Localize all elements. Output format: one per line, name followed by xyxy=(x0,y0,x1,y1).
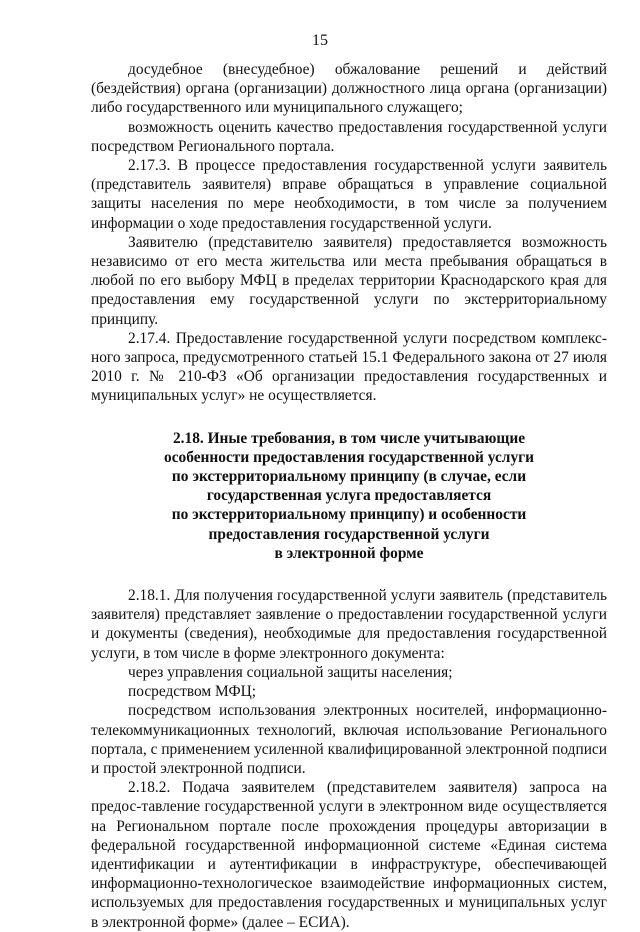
paragraph: Заявителю (представителю заявителя) предоставляется возможность независимо от его места жительства или места пребывания обращаться в любой по его выбору МФЦ в пределах территории Краснодарского края для предоставления ему государственной услуги по экстерриториальному принципу. xyxy=(91,233,607,328)
heading-line: в электронной форме xyxy=(274,544,424,562)
heading-line: особенности предоставления государственной услуги xyxy=(164,448,534,466)
paragraph: 2.17.3. В процессе предоставления государственной услуги заявитель (представитель заявителя) вправе обращаться в управление социальной защиты населения по мере необходимости, в том числе за получением информации о ходе предоставления государственной услуги. xyxy=(91,157,607,232)
heading-line: по экстерриториальному принципу (в случае, если xyxy=(171,468,527,486)
document-body xyxy=(91,60,607,932)
page-number: 15 xyxy=(312,32,328,49)
paragraph: 2.18.1. Для получения государственной услуги заявитель (представитель заявителя) представляет заявление о предоставлении государственной услуги и документы (сведения), необходимые для предоставления государственной услуги, в том числе в форме электронного документа: xyxy=(91,587,607,662)
paragraph: возможность оценить качество предоставления государственной услуги посредством Регионального портала. xyxy=(91,118,607,155)
paragraph: 2.17.4. Предоставление государственной услуги посредством комплекс-ного запроса, предусмотренного статьей 15.1 Федерального закона от 27 июля 2010 г. № 210-ФЗ «Об организации предоставления государственных и муниципальных услуг» не осуществляется. xyxy=(91,329,607,405)
heading-line: государственная услуга предоставляется xyxy=(206,487,492,505)
paragraph: 2.18.2. Подача заявителем (представителем заявителя) запроса на предос-тавление государственной услуги в электронном виде осуществляется на Региональном портале после прохождения процедуры авторизации в федеральной государственной информационной системе «Единая система идентификации и аутентификации в инфраструктуре, обеспечивающей информационно-технологическое взаимодействие информационных систем, используемых для предоставления государственных и муниципальных услуг в электронной форме» (далее – ЕСИА). xyxy=(91,779,607,931)
paragraph: досудебное (внесудебное) обжалование решений и действий (бездействия) органа (организации) должностного лица органа (организации) либо государственного или муниципального служащего; xyxy=(91,61,607,117)
heading-line: предоставления государственной услуги xyxy=(208,525,490,543)
heading-line: по экстерриториальному принципу) и особенности xyxy=(171,506,527,524)
section-heading xyxy=(91,429,607,563)
paragraph: через управления социальной защиты населения; xyxy=(128,663,453,681)
paragraph: посредством использования электронных носителей, информационно-телекоммуникационных технологий, включая использование Регионального портала, с применением усиленной квалифицированной электронной подписи и простой электронной подписи. xyxy=(91,702,607,777)
heading-line: 2.18. Иные требования, в том числе учитывающие xyxy=(172,429,526,447)
paragraph: посредством МФЦ; xyxy=(128,683,257,701)
